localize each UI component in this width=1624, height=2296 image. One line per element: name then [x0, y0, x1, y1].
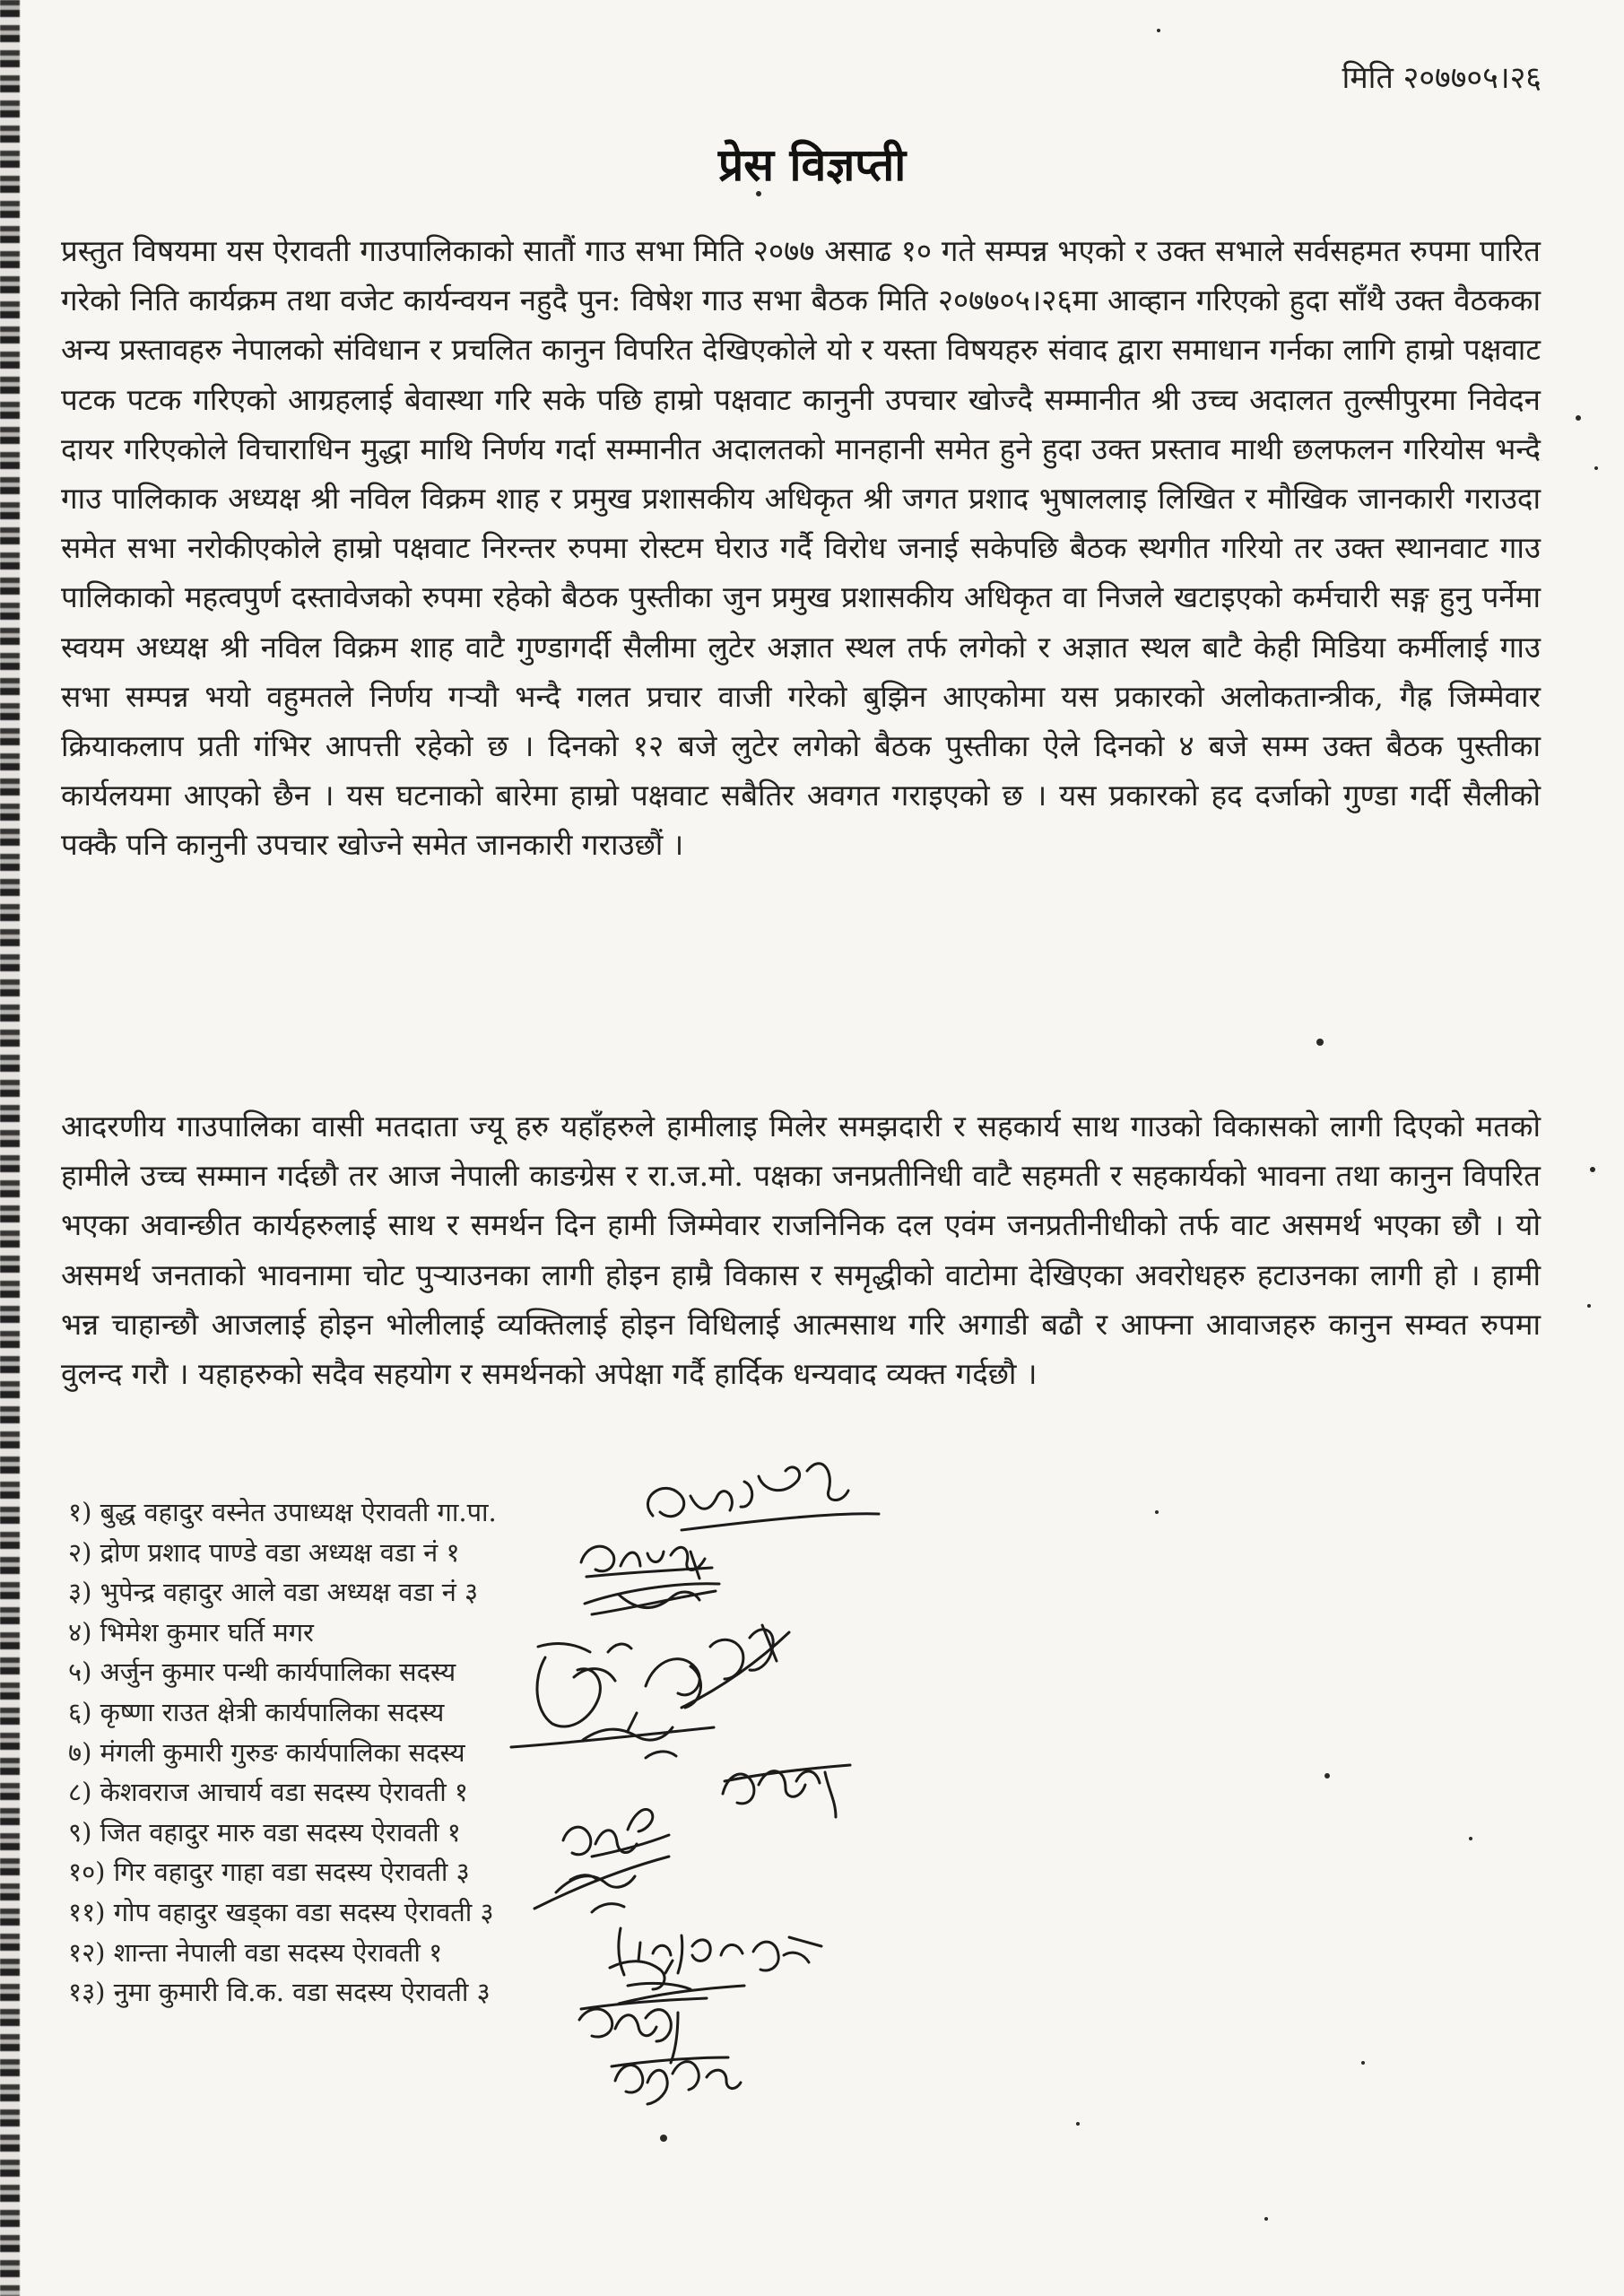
signature-1	[647, 1464, 879, 1530]
signature-13	[612, 2057, 741, 2104]
signatory-item: १) बुद्ध वहादुर वस्नेत उपाध्यक्ष ऐरावती गा.पा.	[68, 1497, 497, 1527]
signatory-item: १३) नुमा कुमारी वि.क. वडा सदस्य ऐरावती ३	[68, 1977, 491, 2008]
signatory-item: १०) गिर वहादुर गाहा वडा सदस्य ऐरावती ३	[68, 1857, 470, 1888]
scanner-shadow-edge	[0, 0, 20, 2296]
signatory-item: ९) जित वहादुर मारु वडा सदस्य ऐरावती १	[68, 1816, 461, 1848]
signatory-item: ३) भुपेन्द्र वहादुर आले वडा अध्यक्ष वडा नं ३	[68, 1577, 479, 1608]
signatory-item: ११) गोप वहादुर खड्का वडा सदस्य ऐरावती ३	[68, 1896, 494, 1927]
signatory-list	[68, 1492, 660, 2013]
signatory-item: २) द्रोण प्रशाद पाण्डे वडा अध्यक्ष वडा नं १	[68, 1536, 460, 1568]
signatory-item: ७) मंगली कुमारी गुरुङ कार्यपालिका सदस्य	[68, 1736, 465, 1768]
body-paragraph-1: प्रस्तुत विषयमा यस ऐरावती गाउपालिकाको सातौं गाउ सभा मिति २०७७ असाढ १० गते सम्पन्न भएको र उक्त सभाले सर्वसहमत रुपमा पारित गरेको निति कार्यक्रम तथा वजेट कार्यन्वयन नहुदै पुन: विषेश गाउ सभा बैठक मिति २०७७०५।२६मा आव्हान गरिएको हुदा साँथै उक्त वैठकका अन्य प्रस्तावहरु नेपालको संविधान र प्रचलित कानुन विपरित देखिएकोले यो र यस्ता विषयहरु संवाद द्वारा समाधान गर्नका लागि हाम्रो पक्षवाट पटक पटक गरिएको आग्रहलाई बेवास्था गरि सके पछि हाम्रो पक्षवाट कानुनी उपचार खोज्दै सम्मानीत श्री उच्च अदालत तुल्सीपुरमा निवेदन दायर गरिएकोले विचाराधिन मुद्धा माथि निर्णय गर्दा सम्मानीत अदालतको मानहानी समेत हुने हुदा उक्त प्रस्ताव माथी छलफलन गरियोस भन्दै गाउ पालिकाक अध्यक्ष श्री नविल विक्रम शाह र प्रमुख प्रशासकीय अधिकृत श्री जगत प्रशाद भुषाललाइ लिखित र मौखिक जानकारी गराउदा समेत सभा नरोकीएकोले हाम्रो पक्षवाट निरन्तर रुपमा रोस्टम घेराउ गर्दै विरोध जनाई सकेपछि बैठक स्थगीत गरियो तर उक्त स्थानवाट गाउ पालिकाको महत्वपुर्ण दस्तावेजको रुपमा रहेको बैठक पुस्तीका जुन प्रमुख प्रशासकीय अधिकृत वा निजले खटाइएको कर्मचारी सङ्ग हुनु पर्नेमा स्वयम अध्यक्ष श्री नविल विक्रम शाह वाटै गुण्डागर्दी सैलीमा लुटेर अज्ञात स्थल तर्फ लगेको र अज्ञात स्थल बाटै केही मिडिया कर्मीलाई गाउ सभा सम्पन्न भयो वहुमतले निर्णय गर्‍यौ भन्दै गलत प्रचार वाजी गरेको बुझिन आएकोमा यस प्रकारको अलोकतान्त्रीक, गैह्र जिम्मेवार क्रियाकलाप प्रती गंभिर आपत्ती रहेको छ । दिनको १२ बजे लुटेर लगेको बैठक पुस्तीका ऐले दिनको ४ बजे सम्म उक्त बैठक पुस्तीका कार्यलयमा आएको छैन । यस घटनाको बारेमा हाम्रो पक्षवाट सबैतिर अवगत गराइएको छ । यस प्रकारको हद दर्जाको गुण्डा गर्दी सैलीको पक्कै पनि कानुनी उपचार खोज्ने समेत जानकारी गराउछौं ।	[61, 233, 1541, 863]
document-title: प्रेस विज्ञप्ती	[717, 138, 907, 191]
signatory-item: ६) कृष्णा राउत क्षेत्री कार्यपालिका सदस्य	[68, 1696, 445, 1727]
document-date: मिति २०७७०५।२६	[1342, 60, 1541, 96]
signature-7	[723, 1765, 850, 1817]
body-paragraph-2: आदरणीय गाउपालिका वासी मतदाता ज्यू हरु यहाँहरुले हामीलाइ मिलेर समझदारी र सहकार्य साथ गाउको विकासको लागी दिएको मतको हामीले उच्च सम्मान गर्दछौ तर आज नेपाली काङग्रेस र रा.ज.मो. पक्षका जनप्रतीनिधी वाटै सहमती र सहकार्यको भावना तथा कानुन विपरित भएका अवान्छीत कार्यहरुलाई साथ र समर्थन दिन हामी जिम्मेवार राजनिनिक दल एवंम जनप्रतीनीधीको तर्फ वाट असमर्थ भएका छौ । यो असमर्थ जनताको भावनामा चोट पुर्‍याउनका लागी होइन हाम्रै विकास र समृद्धीको वाटोमा देखिएका अवरोधहरु हटाउनका लागी हो । हामी भन्न चाहान्छौ आजलाई होइन भोलीलाई व्यक्तिलाई होइन विधिलाई आत्मसाथ गरि अगाडी बढौ र आफ्ना आवाजहरु कानुन सम्वत रुपमा वुलन्द गरौ । यहाहरुको सदैव सहयोग र समर्थनको अपेक्षा गर्दै हार्दिक धन्यवाद व्यक्त गर्दछौ ।	[61, 1109, 1541, 1392]
signature-5	[646, 1625, 789, 1708]
signatory-item: ८) केशवराज आचार्य वडा सदस्य ऐरावती १	[68, 1777, 469, 1808]
signatory-item: १२) शान्ता नेपाली वडा सदस्य ऐरावती १	[68, 1936, 443, 1968]
signatory-item: ४) भिमेश कुमार घर्ति मगर	[68, 1616, 314, 1648]
signatory-item: ५) अर्जुन कुमार पन्थी कार्यपालिका सदस्य	[68, 1657, 456, 1688]
